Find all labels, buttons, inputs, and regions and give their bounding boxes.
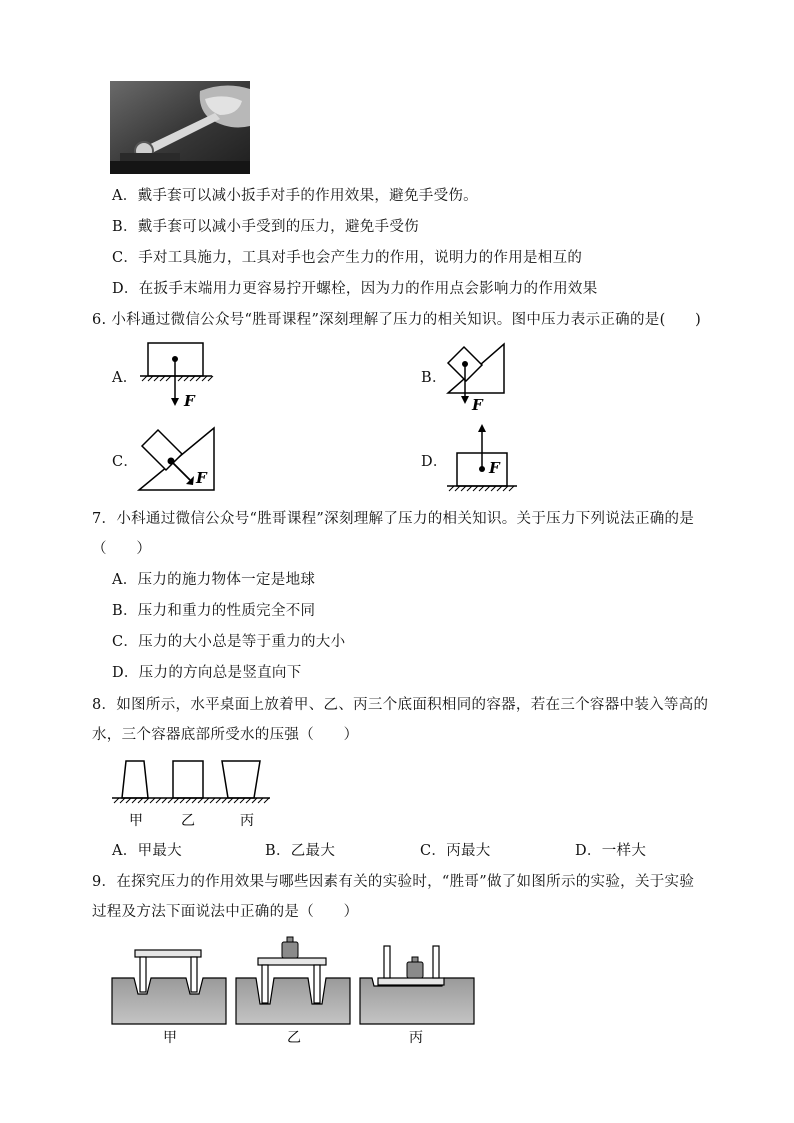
q8-label-bing: 丙 xyxy=(240,813,254,829)
q5-option-a: A．戴手套可以减小扳手对手的作用效果，避免手受伤。 xyxy=(112,188,478,204)
q9-label-bing: 丙 xyxy=(409,1030,423,1046)
q6-force-label-a: F xyxy=(184,392,195,410)
q6-figure-a xyxy=(138,340,218,416)
q7-option-b: B．压力和重力的性质完全不同 xyxy=(112,603,316,619)
q7-option-a: A．压力的施力物体一定是地球 xyxy=(112,572,316,588)
q8-option-a: A．甲最大 xyxy=(112,843,182,859)
q8-figure xyxy=(110,758,275,834)
q8-option-d: D．一样大 xyxy=(575,843,647,859)
q6-force-label-d: F xyxy=(489,459,500,477)
q6-stem: 6. 小科通过微信公众号“胜哥课程”深刻理解了压力的相关知识。图中压力表示正确的是( ) xyxy=(92,312,702,328)
q6-label-c: C． xyxy=(112,454,139,470)
q5-option-b: B．戴手套可以减小手受到的压力，避免手受伤 xyxy=(112,219,419,235)
q9-label-yi: 乙 xyxy=(287,1030,301,1046)
q7-stem-line2: （ ） xyxy=(92,541,152,557)
q8-option-b: B．乙最大 xyxy=(265,843,336,859)
q6-label-b: B． xyxy=(421,370,447,386)
q6-label-d: D． xyxy=(421,454,448,470)
q7-option-c: C．压力的大小总是等于重力的大小 xyxy=(112,634,346,650)
q6-force-label-c: F xyxy=(196,469,207,487)
q6-label-a: A． xyxy=(112,370,138,386)
q6-figure-b xyxy=(444,340,514,419)
q9-label-jia: 甲 xyxy=(163,1030,177,1046)
q6-figure-d xyxy=(445,420,520,498)
q8-option-c: C．丙最大 xyxy=(420,843,491,859)
wrench-photo xyxy=(110,81,250,174)
q7-option-d: D．压力的方向总是竖直向下 xyxy=(112,665,302,681)
q8-stem-line1: 8．如图所示，水平桌面上放着甲、乙、丙三个底面积相同的容器，若在三个容器中装入等高的 xyxy=(92,697,709,713)
q5-option-d: D．在扳手末端用力更容易拧开螺栓，因为力的作用点会影响力的作用效果 xyxy=(112,281,598,297)
q6-force-label-b: F xyxy=(472,396,483,414)
q5-option-c: C．手对工具施力，工具对手也会产生力的作用，说明力的作用是相互的 xyxy=(112,250,583,266)
q6-figure-c xyxy=(136,425,218,499)
q9-stem-line2: 过程及方法下面说法中正确的是（ ） xyxy=(92,904,359,920)
q8-label-jia: 甲 xyxy=(129,813,143,829)
q8-stem-line2: 水，三个容器底部所受水的压强（ ） xyxy=(92,727,359,743)
q7-stem-line1: 7．小科通过微信公众号“胜哥课程”深刻理解了压力的相关知识。关于压力下列说法正确的是 xyxy=(92,511,695,527)
q9-figure xyxy=(110,934,480,1053)
q8-label-yi: 乙 xyxy=(181,813,195,829)
q9-stem-line1: 9．在探究压力的作用效果与哪些因素有关的实验时，“胜哥”做了如图所示的实验，关于实验 xyxy=(92,874,695,890)
